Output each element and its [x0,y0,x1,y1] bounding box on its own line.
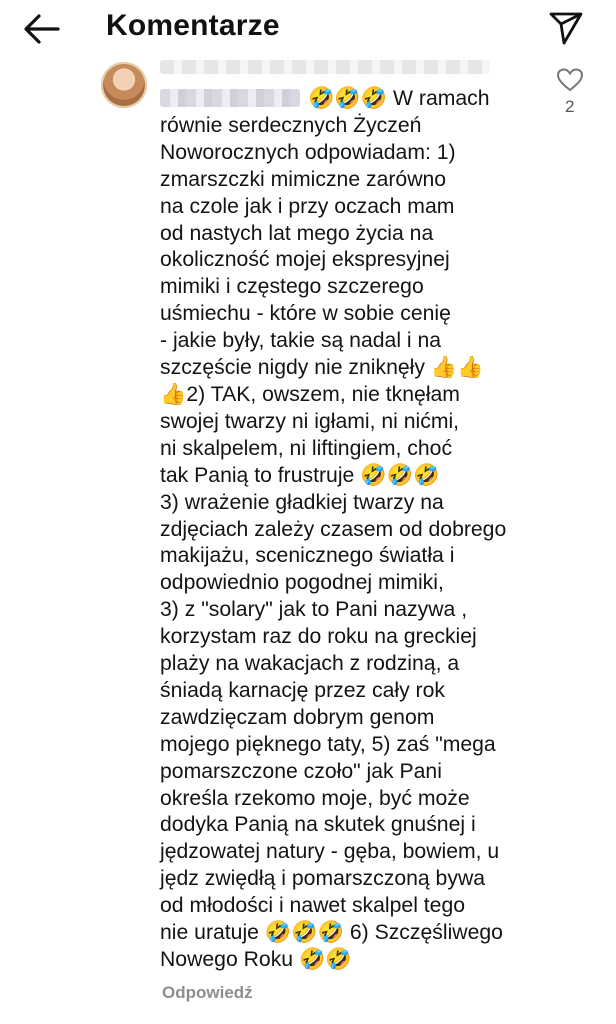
top-bar [0,0,616,58]
comment-line: jędzowatej natury - gęba, bowiem, u [160,840,500,864]
comment-line: 👍2) TAK, owszem, nie tknęłam [160,382,460,406]
comment-text [160,86,550,974]
avatar[interactable] [101,62,147,108]
comment-line: okoliczność mojej ekspresyjnej [160,248,450,272]
comment-line: 3) z "solary" jak to Pani nazywa , [160,598,468,622]
blurred-username [160,60,490,74]
comment-line: tak Panią to frustruje 🤣🤣🤣 [160,463,440,487]
comment-line: nie uratuje 🤣🤣🤣 6) Szczęśliwego [160,921,503,945]
arrow-left-icon[interactable] [22,12,62,46]
comment-line: równie serdecznych Życzeń [160,113,422,137]
comment-line: szczęście nigdy nie zniknęły 👍👍 [160,356,484,380]
paper-plane-icon[interactable] [548,10,584,46]
comment-line: mojego pięknego taty, 5) zaś "mega [160,732,496,756]
comment-line: od nastych lat mego życia na [160,221,434,245]
comment-line: ni skalpelem, ni liftingiem, choć [160,436,453,460]
comment-line: korzystam raz do roku na greckiej [160,625,477,649]
comment-line: od młodości i nawet skalpel tego [160,894,466,918]
comment-line: na czole jak i przy oczach mam [160,194,455,218]
comment-line: uśmiechu - które w sobie cenię [160,302,451,326]
like-count: 2 [565,97,575,116]
comment-line: makijażu, scenicznego światła i [160,544,455,568]
heart-icon[interactable] [557,68,583,92]
comment-line: plaży na wakacjach z rodziną, a [160,652,460,676]
blurred-mention [160,89,300,107]
comment-line [160,86,550,113]
comment-line: zdjęciach zależy czasem od dobrego [160,517,507,541]
reply-button[interactable]: Odpowiedź [162,983,253,1002]
comment-line: śniadą karnację przez cały rok [160,678,445,702]
comment-line: pomarszczone czoło" jak Pani [160,759,442,783]
comment-line: dodyka Panią na skutek gnuśnej i [160,813,476,837]
comment-line: zmarszczki mimiczne zarówno [160,167,447,191]
comment-line: jędz zwiędłą i pomarszczoną bywa [160,867,486,891]
comment-line: swojej twarzy ni igłami, ni nićmi, [160,409,460,433]
comment-line: określa rzekomo moje, być może [160,786,470,810]
comment-line-text: 🤣🤣🤣 W ramach [308,87,490,110]
comment-line: zawdzięczam dobrym genom [160,705,435,729]
comment-line: - jakie były, takie są nadal i na [160,329,442,353]
page-title: Komentarze [106,9,280,42]
comment-line: 3) wrażenie gładkiej twarzy na [160,490,444,514]
comment-line: mimiki i częstego szczerego [160,275,424,299]
comment-line: Noworocznych odpowiadam: 1) [160,140,456,164]
comment-line: odpowiednio pogodnej mimiki, [160,571,444,595]
comment-line: Nowego Roku 🤣🤣 [160,948,352,971]
